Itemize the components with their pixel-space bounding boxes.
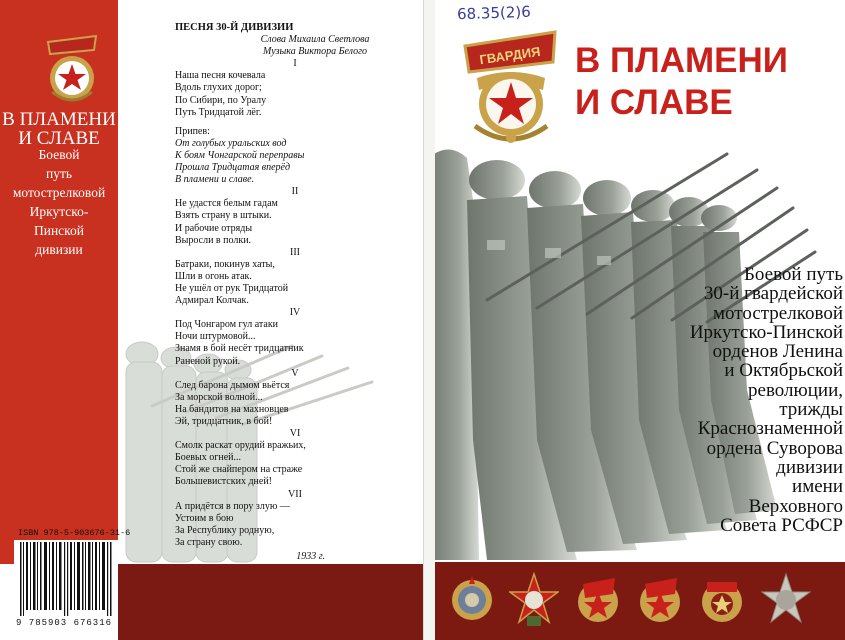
- subtitle-line: Иркутско-Пинской: [689, 321, 843, 343]
- subtitle-line: дивизии: [776, 456, 843, 478]
- poem-credit-words: Слова Михаила Светлова: [260, 34, 370, 46]
- poem-line: Выросли в полки.: [175, 234, 252, 246]
- barcode-icon: [18, 542, 114, 616]
- subtitle-line: Краснознаменной: [697, 418, 843, 440]
- subtitle-line: имени: [792, 476, 843, 498]
- poem-line: Не удастся белым гадам: [175, 198, 278, 210]
- library-call-number: 68.35(2)6: [456, 2, 532, 24]
- poem-line: Взять страну в штыки.: [175, 210, 272, 222]
- poem-line: На бандитов на махновцев: [175, 403, 289, 415]
- front-cover: [435, 0, 845, 640]
- poem-line: Знамя в бой несёт тридцатник: [175, 343, 304, 355]
- subtitle-line: трижды: [779, 399, 843, 421]
- subtitle-line: революции,: [748, 379, 843, 401]
- back-title-line: В ПЛАМЕНИ: [2, 109, 116, 130]
- poem-line: Большевистских дней!: [175, 476, 273, 488]
- stanza-number: II: [291, 186, 299, 198]
- poem-line: Адмирал Колчак.: [175, 295, 249, 307]
- poem-credit-music: Музыка Виктора Белого: [262, 46, 368, 58]
- poem-line: Шли в огонь атак.: [175, 270, 252, 282]
- book-title: [575, 40, 845, 124]
- stanza-number: VII: [288, 488, 302, 500]
- chorus-line: К боям Чонгарской переправы: [175, 149, 305, 161]
- subtitle-line: орденов Ленина: [712, 341, 843, 363]
- poem-text: [175, 22, 415, 563]
- poem-line: Вдоль глухих дорог;: [175, 82, 262, 94]
- back-bottom-band: [118, 564, 423, 640]
- stanza-number: VI: [289, 428, 301, 440]
- isbn-label: ISBN 978-5-903676-31-6: [18, 528, 131, 538]
- poem-line: Путь Тридцатой лёг.: [175, 106, 262, 118]
- poem-line: Устоим в бою: [175, 512, 234, 524]
- poem-line: За морской волной...: [175, 391, 263, 403]
- subtitle-line: Боевой путь: [744, 264, 843, 285]
- chorus-line: От голубых уральских вод: [175, 137, 287, 149]
- poem-line: Ночи штурмовой...: [175, 331, 256, 343]
- chorus-line: Прошла Тридцатая вперёд: [175, 162, 291, 174]
- poem-line: За Республику родную,: [175, 524, 275, 536]
- book-title-line: В ПЛАМЕНИ: [575, 41, 788, 80]
- poem-line: Боевых огней...: [175, 452, 241, 464]
- poem-line: Наша песня кочевала: [175, 70, 266, 82]
- back-title-line: И СЛАВЕ: [18, 128, 100, 149]
- subtitle-line: мотострелковой: [713, 302, 843, 324]
- poem-title: ПЕСНЯ 30-Й ДИВИЗИИ: [175, 22, 294, 33]
- chorus-label: Припев:: [175, 125, 210, 137]
- barcode-block: [14, 540, 118, 632]
- subtitle-line: Верховного: [748, 495, 843, 517]
- book-title-line: И СЛАВЕ: [575, 83, 733, 122]
- back-subtitle-line: Иркутско-: [29, 204, 89, 219]
- back-subtitle-line: дивизии: [35, 242, 83, 257]
- subtitle-line: и Октябрьской: [724, 360, 843, 382]
- poem-line: Эй, тридцатник, в бой!: [175, 416, 273, 427]
- subtitle-line: 30-й гвардейской: [703, 283, 843, 305]
- subtitle-line: ордена Суворова: [706, 437, 843, 459]
- back-title: [0, 110, 118, 148]
- poem-line: Не ушёл от рук Тридцатой: [175, 282, 289, 294]
- order-of-red-banner-icon: [635, 572, 685, 628]
- guards-badge-icon: [40, 32, 104, 106]
- order-of-lenin-icon: [447, 572, 497, 628]
- back-subtitle-line: путь: [45, 166, 73, 181]
- poem-line: След барона дымом вьётся: [175, 379, 290, 391]
- stanza-number: I: [293, 58, 297, 70]
- poem-line: И рабочие отряды: [175, 222, 253, 234]
- order-of-october-revolution-icon: [509, 572, 559, 628]
- poem-line: Стой же снайпером на страже: [175, 464, 303, 476]
- barcode-digits: 9 785903 676316: [16, 618, 113, 628]
- back-subtitle-line: Боевой: [38, 147, 80, 162]
- back-subtitle-line: мотострелковой: [12, 185, 106, 200]
- guards-badge-icon: [455, 28, 567, 146]
- poem-line: Батраки, покинув хаты,: [175, 258, 275, 270]
- poem-year: 1933 г.: [296, 551, 325, 563]
- order-of-red-banner-icon: [697, 572, 747, 628]
- poem-line: Под Чонгаром гул атаки: [175, 319, 279, 331]
- poem-line: Смолк раскат орудий вражьих,: [175, 440, 306, 452]
- back-subtitle: [0, 145, 118, 259]
- chorus-line: В пламени и славе.: [175, 174, 255, 186]
- back-subtitle-line: Пинской: [33, 223, 85, 238]
- book-subtitle: [635, 265, 843, 535]
- badge-text: ГВАРДИЯ: [478, 43, 542, 68]
- stanza-number: V: [291, 367, 299, 379]
- poem-line: Раненой рукой.: [175, 355, 241, 367]
- poem-line: По Сибири, по Уралу: [175, 94, 267, 106]
- stanza-number: III: [290, 246, 300, 258]
- poem-line: А придётся в пору злую —: [175, 500, 290, 512]
- stanza-number: IV: [289, 307, 301, 319]
- subtitle-line: Совета РСФСР: [720, 514, 843, 536]
- back-cover-red-strip: [0, 0, 118, 564]
- order-of-suvorov-icon: [761, 572, 811, 628]
- poem-line: За страну свою.: [175, 536, 243, 548]
- order-of-red-banner-icon: [573, 572, 623, 628]
